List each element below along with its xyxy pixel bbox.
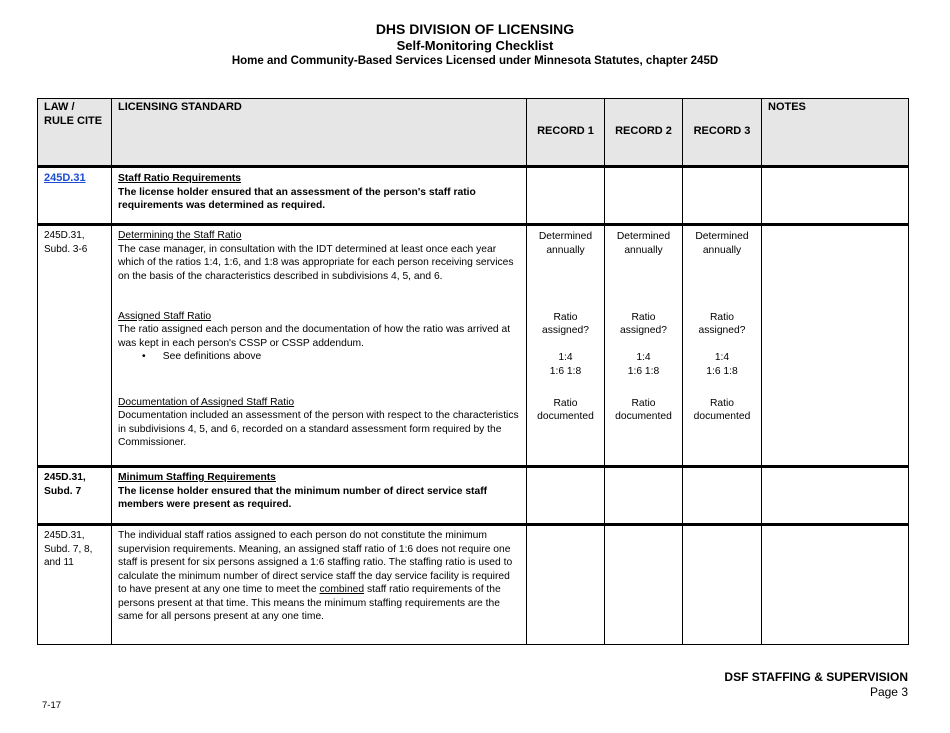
col-header-record-1: RECORD 1	[527, 99, 605, 167]
item-text: The ratio assigned each person and the documentation of how the ratio was arrived at was kept in each person's CSSP or CSSP addendum.	[118, 324, 511, 349]
record-1-cell[interactable]	[527, 167, 605, 225]
law-cite: 245D.31, Subd. 7, 8, and 11	[38, 525, 112, 645]
notes-cell[interactable]	[762, 225, 909, 467]
record-1-cell[interactable]	[527, 467, 605, 525]
record-3-value[interactable]: Ratio documented	[683, 393, 762, 467]
law-cite: 245D.31, Subd. 7	[38, 467, 112, 525]
record-3-cell[interactable]	[683, 167, 762, 225]
item-text: Documentation included an assessment of the person with respect to the characteristics in subdivisions 4, 5, and 6, recorded on a standard assessment form required by the Commissioner.	[118, 410, 519, 448]
record-3-value[interactable]: Determined annually	[683, 225, 762, 307]
cite-link-245d31[interactable]: 245D.31	[44, 172, 86, 184]
notes-cell[interactable]	[762, 525, 909, 645]
col-header-notes: NOTES	[762, 99, 909, 167]
col-header-law: LAW / RULE CITE	[38, 99, 112, 167]
law-cite: 245D.31, Subd. 3-6	[38, 225, 112, 467]
section-title: Staff Ratio Requirements	[118, 173, 242, 184]
record-2-value[interactable]: Ratio documented	[605, 393, 683, 467]
record-3-cell[interactable]	[683, 467, 762, 525]
item-text: The individual staff ratios assigned to each person do not constitute the minimum supervision requirements. Meaning, an assigned staff ratio of 1:6 does not require one staff is present for six persons assigned a 1:6 staffing ratio. The staffing ratio is used to calculate the minimum number of direct service staff the day service facility is required to have present at any one time to meet the combined staff ratio requirements of the persons present at that time. This means the minimum staffing requirements are the same for all persons present at any one time.	[112, 525, 527, 645]
bullet-item: • See definitions above	[142, 351, 262, 362]
section-row-staff-ratio	[38, 167, 909, 225]
footer-date: 7-17	[42, 700, 62, 711]
table-header-row	[38, 99, 909, 167]
item-row-determining	[38, 225, 909, 307]
record-2-cell[interactable]	[605, 167, 683, 225]
checklist-table	[37, 98, 909, 645]
record-2-cell[interactable]	[605, 525, 683, 645]
item-title: Determining the Staff Ratio	[118, 230, 242, 241]
section-title: Minimum Staffing Requirements	[118, 472, 276, 483]
section-text: The license holder ensured that an assessment of the person's staff ratio requirements was determined as required.	[118, 186, 476, 211]
record-1-value[interactable]: Ratio assigned? 1:4 1:6 1:8	[527, 307, 605, 393]
record-3-value[interactable]: Ratio assigned? 1:4 1:6 1:8	[683, 307, 762, 393]
item-title: Documentation of Assigned Staff Ratio	[118, 396, 295, 408]
col-header-record-2: RECORD 2	[605, 99, 683, 167]
record-1-value[interactable]: Ratio documented	[527, 393, 605, 467]
section-row-minimum-staffing	[38, 467, 909, 525]
document-title: DHS DIVISION OF LICENSING	[375, 21, 575, 37]
section-text: The license holder ensured that the minimum number of direct service staff members were present as required.	[118, 485, 488, 510]
record-1-cell[interactable]	[527, 525, 605, 645]
document-subtitle: Self-Monitoring Checklist	[396, 38, 554, 53]
record-1-value[interactable]: Determined annually	[527, 225, 605, 307]
col-header-standard: LICENSING STANDARD	[112, 99, 527, 167]
footer-section: DSF STAFFING & SUPERVISION	[724, 670, 908, 684]
record-2-cell[interactable]	[605, 467, 683, 525]
item-title: Assigned Staff Ratio	[118, 310, 212, 322]
col-header-record-3: RECORD 3	[683, 99, 762, 167]
notes-cell[interactable]	[762, 167, 909, 225]
item-row-minimum	[38, 525, 909, 645]
record-3-cell[interactable]	[683, 525, 762, 645]
footer-page: Page 3	[869, 685, 908, 699]
record-2-value[interactable]: Ratio assigned? 1:4 1:6 1:8	[605, 307, 683, 393]
item-text: The case manager, in consultation with the IDT determined at least once each year which of the ratios 1:4, 1:6, and 1:8 was appropriate for each person receiving services on the basis of the characteristics described in subdivisions 4, 5, and 6.	[118, 243, 514, 282]
notes-cell[interactable]	[762, 467, 909, 525]
record-2-value[interactable]: Determined annually	[605, 225, 683, 307]
document-scope: Home and Community-Based Services Licensed under Minnesota Statutes, chapter 245D	[231, 55, 719, 67]
